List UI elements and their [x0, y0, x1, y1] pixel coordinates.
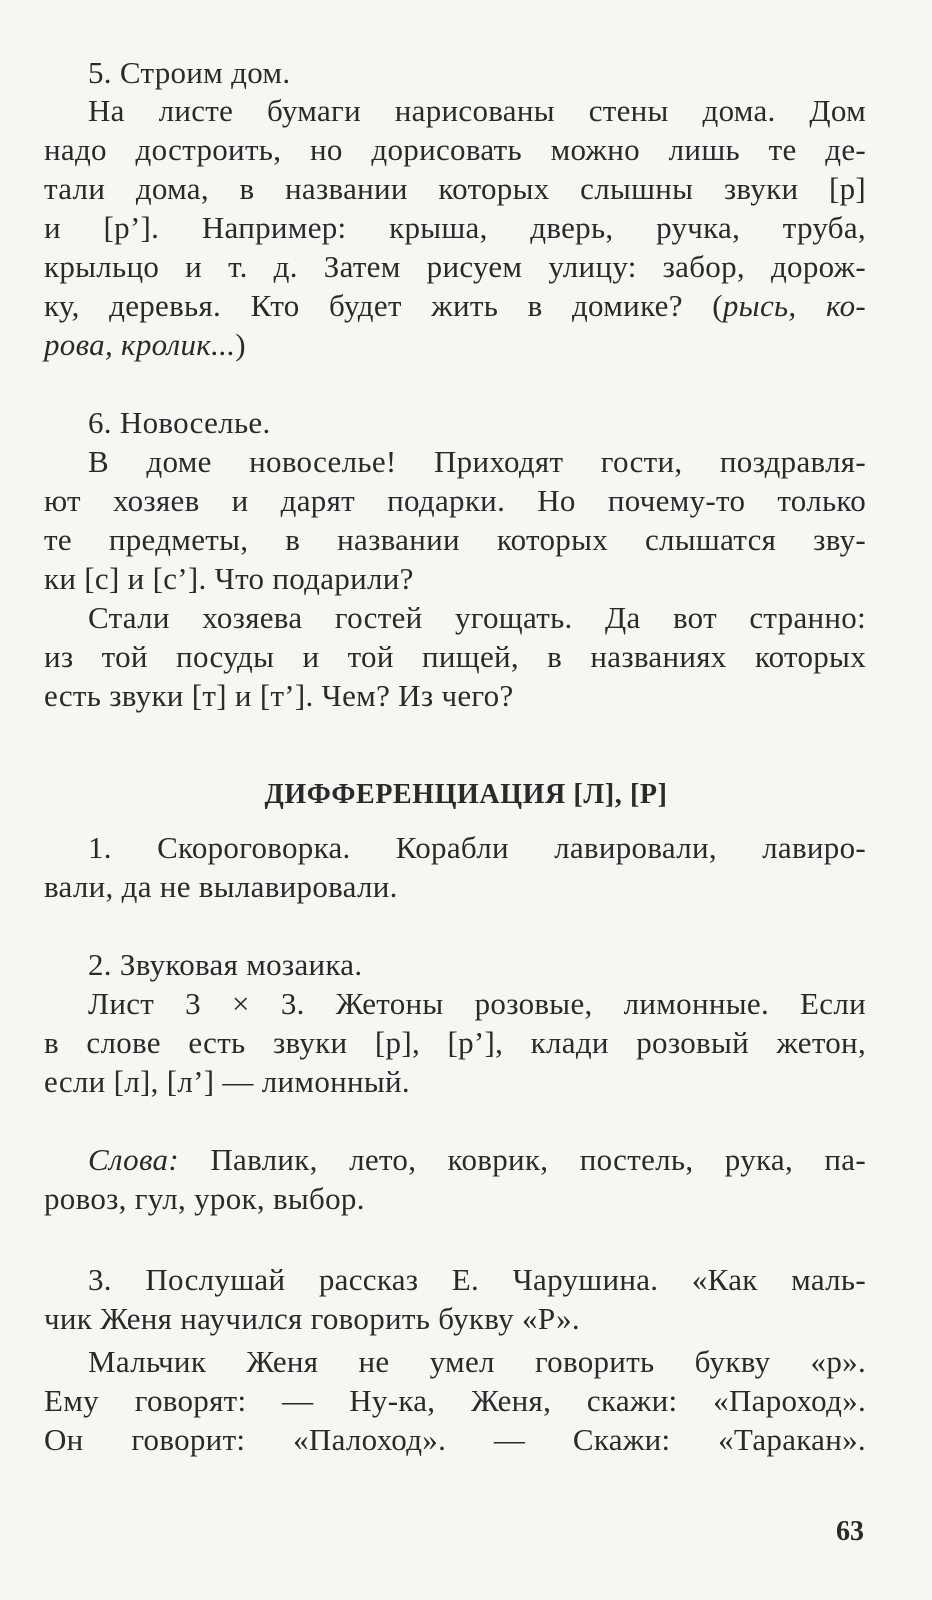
section-5-italic-text: рова, кролик... [44, 327, 236, 362]
exercise-3-line: 3. Послушай рассказ Е. Чарушина. «Как маль- [88, 1262, 866, 1297]
words-label: Слова: [88, 1142, 179, 1177]
section-6-line: есть звуки [т] и [т’]. Чем? Из чего? [44, 678, 514, 713]
section-heading: ДИФФЕРЕНЦИАЦИЯ [Л], [Р] [264, 779, 668, 810]
exercise-3-line: Он говорит: «Палоход». — Скажи: «Таракан». [44, 1422, 866, 1457]
section-5-line: крыльцо и т. д. Затем рисуем улицу: забор, дорож- [44, 249, 866, 284]
section-6-title: 6. Новоселье. [88, 405, 271, 440]
exercise-1-line: вали, да не вылавировали. [44, 869, 398, 904]
section-5-line: и [р’]. Например: крыша, дверь, ручка, труба, [44, 210, 866, 245]
section-6-line: Стали хозяева гостей угощать. Да вот странно: [88, 600, 866, 635]
words-line: ровоз, гул, урок, выбор. [44, 1181, 365, 1216]
section-6-line: ют хозяев и дарят подарки. Но почему-то только [44, 483, 866, 518]
section-6-line: из той посуды и той пищей, в названиях которых [44, 639, 866, 674]
words-list: Павлик, лето, коврик, постель, рука, па- [178, 1142, 866, 1177]
section-5-line: На листе бумаги нарисованы стены дома. Дом [88, 93, 866, 128]
section-5-text: ку, деревья. Кто будет жить в домике? ( [44, 288, 723, 323]
section-6-line: ки [с] и [с’]. Что подарили? [44, 561, 414, 596]
section-5-line: надо достроить, но дорисовать можно лишь те де- [44, 132, 866, 167]
section-6-line: В доме новоселье! Приходят гости, поздравля- [88, 444, 866, 479]
section-5-text: ) [235, 327, 246, 362]
exercise-3-line: Мальчик Женя не умел говорить букву «р». [88, 1344, 866, 1379]
exercise-3-line: чик Женя научился говорить букву «Р». [44, 1301, 580, 1336]
section-5-line [44, 287, 866, 325]
exercise-2-line: если [л], [л’] — лимонный. [44, 1064, 410, 1099]
words-line [88, 1141, 866, 1179]
page-number: 63 [836, 1516, 864, 1547]
section-5-title: 5. Строим дом. [88, 55, 291, 90]
section-6-line: те предметы, в названии которых слышатся зву- [44, 522, 866, 557]
section-5-line: тали дома, в названии которых слышны звуки [р] [44, 171, 866, 206]
section-5-line [44, 326, 866, 364]
section-5-italic-text: рысь, ко- [722, 288, 866, 323]
exercise-3-line: Ему говорят: — Ну-ка, Женя, скажи: «Пароход». [44, 1383, 866, 1418]
exercise-2-line: в слове есть звуки [р], [р’], клади розовый жетон, [44, 1025, 866, 1060]
exercise-2-title: 2. Звуковая мозаика. [88, 947, 363, 982]
exercise-1-line: 1. Скороговорка. Корабли лавировали, лавиро- [88, 830, 866, 865]
exercise-2-line: Лист 3 × 3. Жетоны розовые, лимонные. Если [88, 986, 866, 1021]
